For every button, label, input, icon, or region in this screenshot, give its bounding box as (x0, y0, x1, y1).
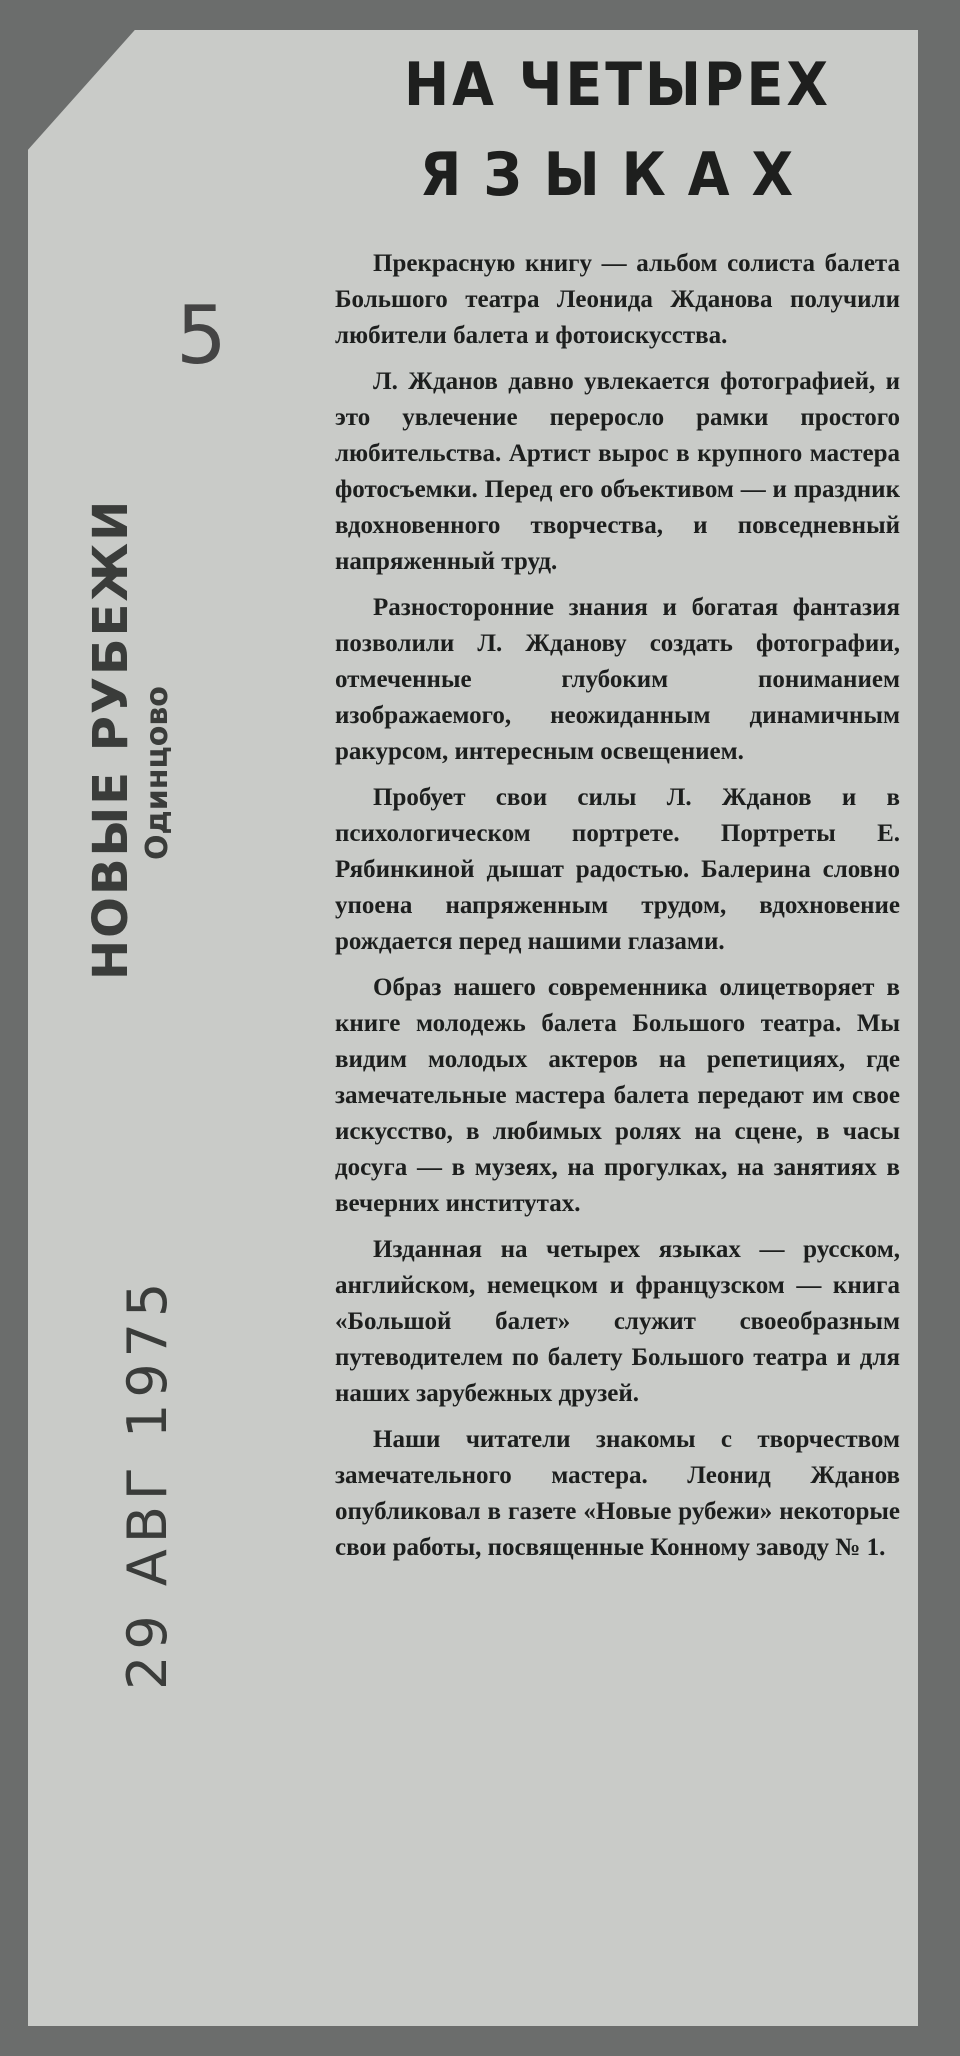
clipping-annotations (28, 30, 258, 2026)
paragraph: Прекрасную книгу — альбом солиста балета Большого театра Леонида Жданова получили любители балета и фотоискусства. (335, 250, 900, 349)
date-stamp: 29 АВГ 1975 (116, 1276, 179, 1690)
paragraph: Л. Жданов давно увлекается фотографией, и это увлечение переросло рамки простого любительства. Артист вырос в крупного мастера фотосъемки. Перед его объективом — и праздник вдохновенного творчества, и повседневный напряженный труд. (335, 368, 900, 575)
city-stamp: Одинцово (140, 686, 175, 860)
paragraph: Изданная на четырех языках — русском, английском, немецком и французском — книга «Большой балет» служит своеобразным путеводителем по балету Большого театра и для наших зарубежных друзей. (335, 1236, 900, 1407)
paragraph: Пробует свои силы Л. Жданов и в психологическом портрете. Портреты Е. Рябинкиной дышат радостью. Балерина словно упоена напряженным трудом, вдохновение рождается перед нашими глазами. (335, 784, 900, 955)
article (335, 40, 900, 1576)
paragraph: Разносторонние знания и богатая фантазия позволили Л. Жданову создать фотографии, отмеченные глубоким пониманием изображаемого, неожиданным динамичным ракурсом, интересным освещением. (335, 594, 900, 765)
article-title (335, 40, 900, 220)
paragraph: Наши читатели знакомы с творчеством замечательного мастера. Леонид Жданов опубликовал в газете «Новые рубежи» некоторые свои работы, посвященные Конному заводу № 1. (335, 1426, 900, 1561)
paragraph: Образ нашего современника олицетворяет в книге молодежь балета Большого театра. Мы видим молодых актеров на репетициях, где замечательные мастера балета передают им свое искусство, в любимых ролях на сцене, в часы досуга — в музеях, на прогулках, на занятиях в вечерних институтах. (335, 974, 900, 1217)
title-line-1: НА ЧЕТЫРЕХ (403, 50, 832, 120)
handwritten-mark: 5 (176, 289, 227, 382)
article-body (335, 246, 900, 1566)
title-line-2: ЯЗЫКАХ (419, 140, 816, 210)
publication-stamp: НОВЫЕ РУБЕЖИ (83, 498, 139, 980)
